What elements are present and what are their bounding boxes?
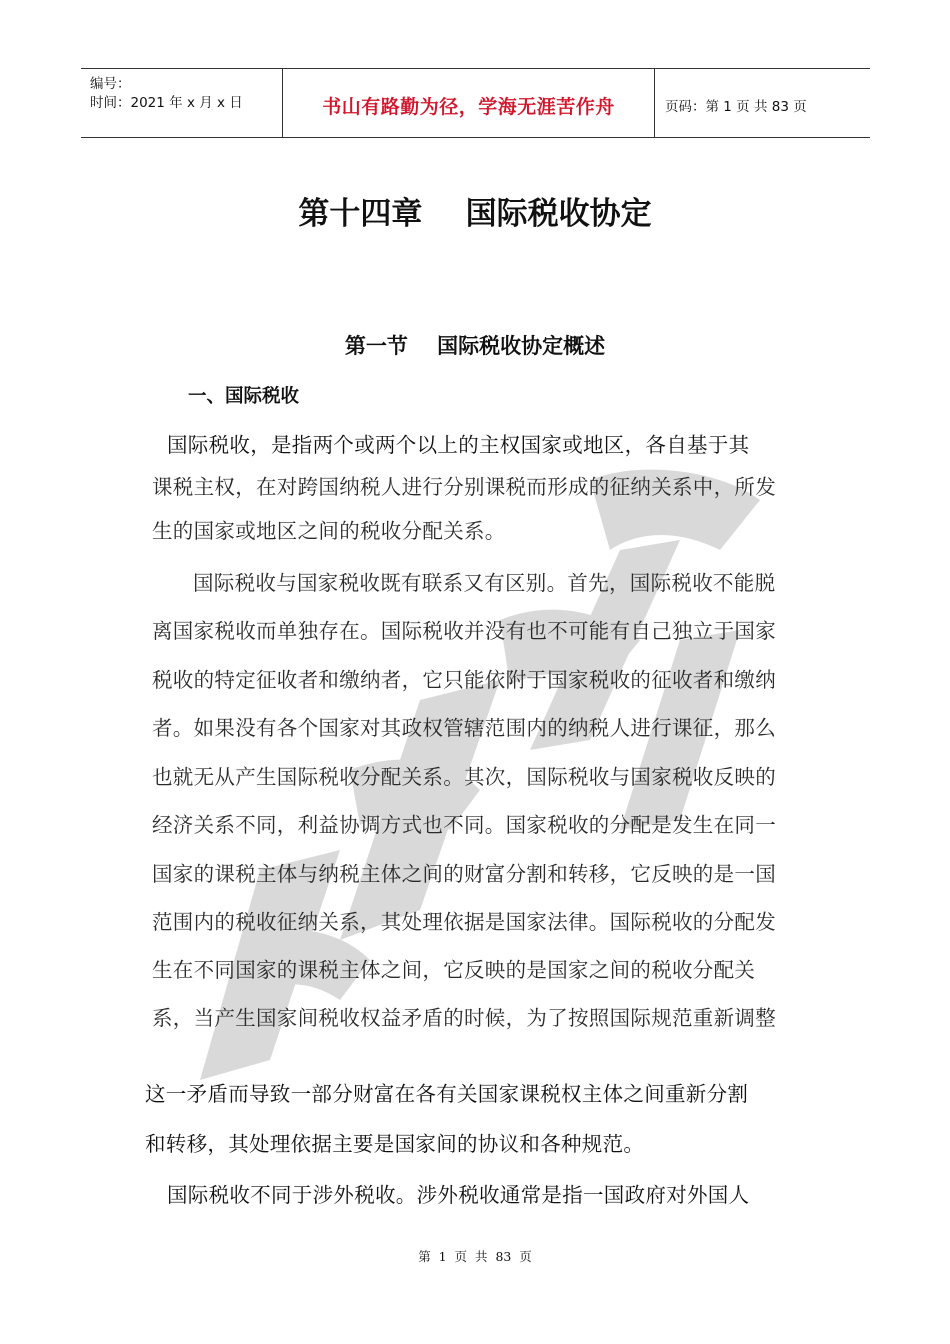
subsection-title: 一、国际税收: [188, 386, 300, 407]
body-line: 这一矛盾而导致一部分财富在各有关国家课税权主体之间重新分割: [145, 1082, 749, 1106]
section-title: 第一节 国际税收协定概述: [344, 334, 606, 358]
body-line: 国际税收不同于涉外税收。涉外税收通常是指一国政府对外国人: [167, 1183, 750, 1207]
body-line: 范围内的税收征纳关系，其处理依据是国家法律。国际税收的分配发: [152, 910, 776, 934]
body-line: 也就无从产生国际税收分配关系。其次，国际税收与国家税收反映的: [152, 765, 776, 789]
body-line: 经济关系不同，利益协调方式也不同。国家税收的分配是发生在同一: [152, 813, 776, 837]
body-line: 离国家税收而单独存在。国际税收并没有也不可能有自己独立于国家: [152, 619, 776, 643]
body-line: 者。如果没有各个国家对其政权管辖范围内的纳税人进行课征，那么: [152, 716, 776, 740]
body-line: 生在不同国家的课税主体之间，它反映的是国家之间的税收分配关: [152, 958, 756, 982]
body-line: 国家的课税主体与纳税主体之间的财富分割和转移，它反映的是一国: [152, 862, 776, 886]
body-line: 国际税收，是指两个或两个以上的主权国家或地区，各自基于其: [167, 433, 750, 457]
code-label: 编号：: [90, 76, 131, 92]
time-label: 时间：2021 年 x 月 x 日: [90, 95, 243, 111]
body-line: 国际税收与国家税收既有联系又有区别。首先，国际税收不能脱: [193, 571, 776, 595]
header-meta-cell: [81, 69, 282, 137]
body-line: 系，当产生国家间税收权益矛盾的时候，为了按照国际规范重新调整: [152, 1006, 776, 1030]
motto: 书山有路勤为径，学海无涯苦作舟: [282, 69, 655, 137]
body-line: 税收的特定征收者和缴纳者，它只能依附于国家税收的征收者和缴纳: [152, 668, 776, 692]
body-line: 和转移，其处理依据主要是国家间的协议和各种规范。: [145, 1132, 645, 1156]
body-line: 生的国家或地区之间的税收分配关系。: [152, 519, 506, 543]
page-info: 页码：第 1 页 共 83 页: [665, 99, 807, 115]
body-line: 课税主权，在对跨国纳税人进行分别课税而形成的征纳关系中，所发: [152, 475, 776, 499]
document-header: [81, 68, 870, 138]
page-footer: 第 1 页 共 83 页: [418, 1249, 532, 1264]
chapter-title: 第十四章 国际税收协定: [298, 196, 652, 232]
